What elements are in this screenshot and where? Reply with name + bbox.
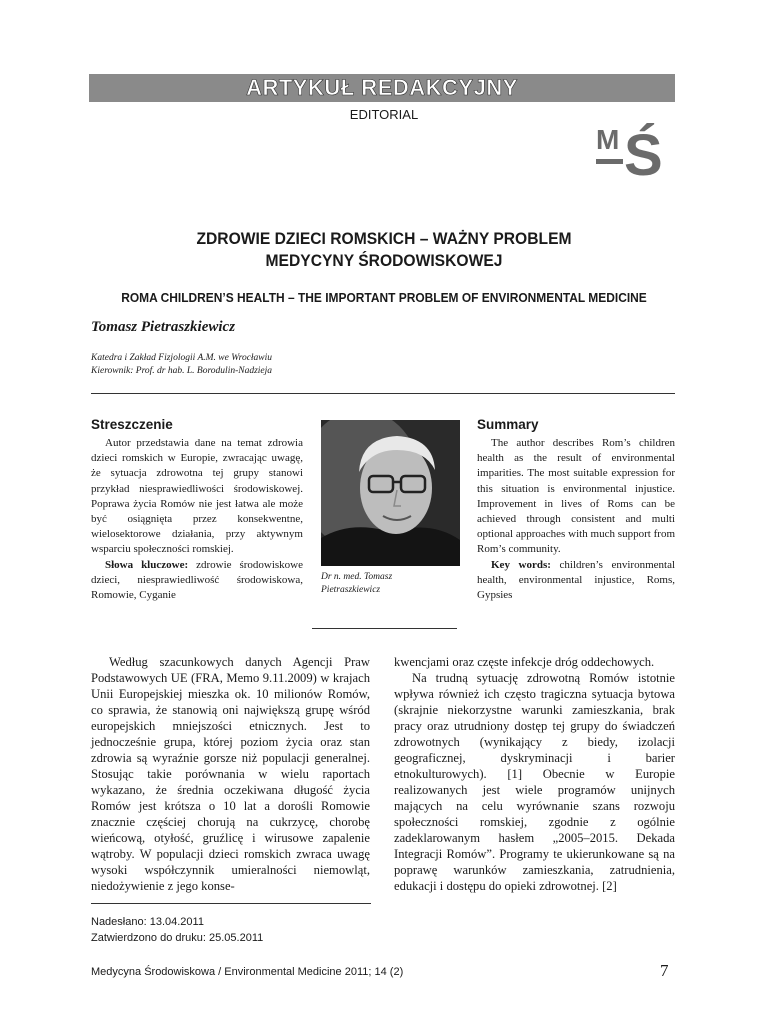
divider-mid: [312, 628, 457, 629]
received-date: Nadesłano: 13.04.2011: [91, 916, 204, 928]
photo-caption: [321, 571, 392, 597]
journal-logo: [596, 120, 676, 186]
abstract-en-text: The author describes Rom’s children health as the result of environmental imparities. The most suitable expression for this situation is environmental injustice. Improvement in lives of Roms can be achieved through consistent and multi optional approaches with much support from Rom’s community.: [477, 437, 675, 556]
page-number: 7: [660, 961, 669, 980]
abstract-pl-heading: Streszczenie: [91, 417, 173, 432]
logo-letter-m: M: [596, 124, 620, 155]
abstract-en: [477, 417, 675, 603]
caption-line-1: Dr n. med. Tomasz: [321, 572, 393, 582]
logo-bar: [596, 159, 623, 164]
section-banner: [89, 74, 675, 102]
abstract-en-keywords: Key words: children’s environmental health, environmental injustice, Roms, Gypsies: [477, 558, 676, 602]
divider-top: [91, 393, 675, 394]
logo-letter-s: Ś: [624, 123, 663, 188]
author-portrait-illustration: [321, 420, 460, 566]
body-paragraph-2: kwencjami oraz częste infekcje dróg oddechowych.: [394, 655, 655, 669]
divider-notes: [91, 903, 371, 904]
abstract-pl-keywords: Słowa kluczowe: zdrowie środowiskowe dzieci, niesprawiedliwość środowiskowa, Romowie, Cyganie: [91, 558, 304, 602]
section-title-en: EDITORIAL: [349, 107, 419, 122]
abstract-pl-text: Autor przedstawia dane na temat zdrowia dzieci romskich w Europie, zwracając uwagę, że sytuacja zdrowotna tej grupy stanowi przykład niesprawiedliwości środowiskowej. Poprawa życia Romów nie jest łatwa ale może być osiągnięta przez konsekwentne, wielosektorowe działania, przy aktywnym wsparciu społeczności romskiej.: [91, 437, 303, 556]
journal-footer: Medycyna Środowiskowa / Environmental Medicine 2011; 14 (2): [91, 966, 404, 978]
author-name: Tomasz Pietraszkiewicz: [91, 319, 236, 335]
section-title-pl: ARTYKUŁ REDAKCYJNY: [246, 75, 518, 100]
accepted-date: Zatwierdzono do druku: 25.05.2011: [91, 932, 264, 944]
affiliation-line-2: Kierownik: Prof. dr hab. L. Borodulin-Nadzieja: [91, 366, 273, 376]
article-title-en: ROMA CHILDREN’S HEALTH – THE IMPORTANT PROBLEM OF ENVIRONMENTAL MEDICINE: [121, 290, 647, 305]
abstract-en-heading: Summary: [477, 417, 539, 432]
author-photo: [321, 420, 460, 566]
body-column-1: [91, 654, 370, 894]
body-column-2: [394, 654, 675, 894]
body-paragraph-3: Na trudną sytuację zdrowotną Romów istotnie wpływa również ich często tragiczna sytuacja bytowa (skrajnie niekorzystne warunki zamieszkania, brak pracy oraz utrudniony dostęp tej grupy do świadczeń zdrowotnych (wynikający z biedy, izolacji geograficznej, dyskryminacji i barier etnokulturowych). [1] Obecnie w Europie realizowanych jest wiele programów unijnych mających na celu wyrównanie szans rozwoju społeczności romskiej, zgodnie z ogólnie zadeklarowanym hasłem „2005–2015. Dekada Integracji Romów”. Programy te ukierunkowane są na poprawę warunków zamieszkania, zatrudnienia, edukacji i dostępu do opieki zdrowotnej. [2]: [394, 671, 675, 893]
article-title-pl: [31, 228, 738, 272]
abstract-pl: [91, 417, 303, 603]
caption-line-2: Pietraszkiewicz: [321, 585, 381, 595]
title-line-2: MEDYCYNY ŚRODOWISKOWEJ: [265, 251, 503, 270]
title-line-1: ZDROWIE DZIECI ROMSKICH – WAŻNY PROBLEM: [196, 229, 572, 248]
affiliation-line-1: Katedra i Zakład Fizjologii A.M. we Wrocławiu: [91, 353, 273, 363]
affiliation: [91, 352, 272, 378]
body-paragraph-1: Według szacunkowych danych Agencji Praw Podstawowych UE (FRA, Memo 9.11.2009) w krajach Unii Europejskiej mieszka ok. 10 milionów Romów, co sprawia, że stanowią oni największą grupę wśród europejskich mniejszości etnicznych. Jest to jednocześnie grupa, której poziom życia oraz stan zdrowia są wyraźnie gorsze niż populacji generalnej. Stosując takie porównania w wielu raportach wykazano, że średnia oczekiwana długość życia Romów jest krótsza o 10 lat a dorośli Romowie znacznie częściej chorują na cukrzycę, chorobę wieńcową, otyłość, gruźlicę i wirusowe zapalenie wątroby. W populacji dzieci romskich zwraca uwagę wysoki współczynnik umieralności niemowląt, niedożywienie z jego konse-: [91, 655, 370, 893]
submission-dates: [91, 914, 263, 946]
